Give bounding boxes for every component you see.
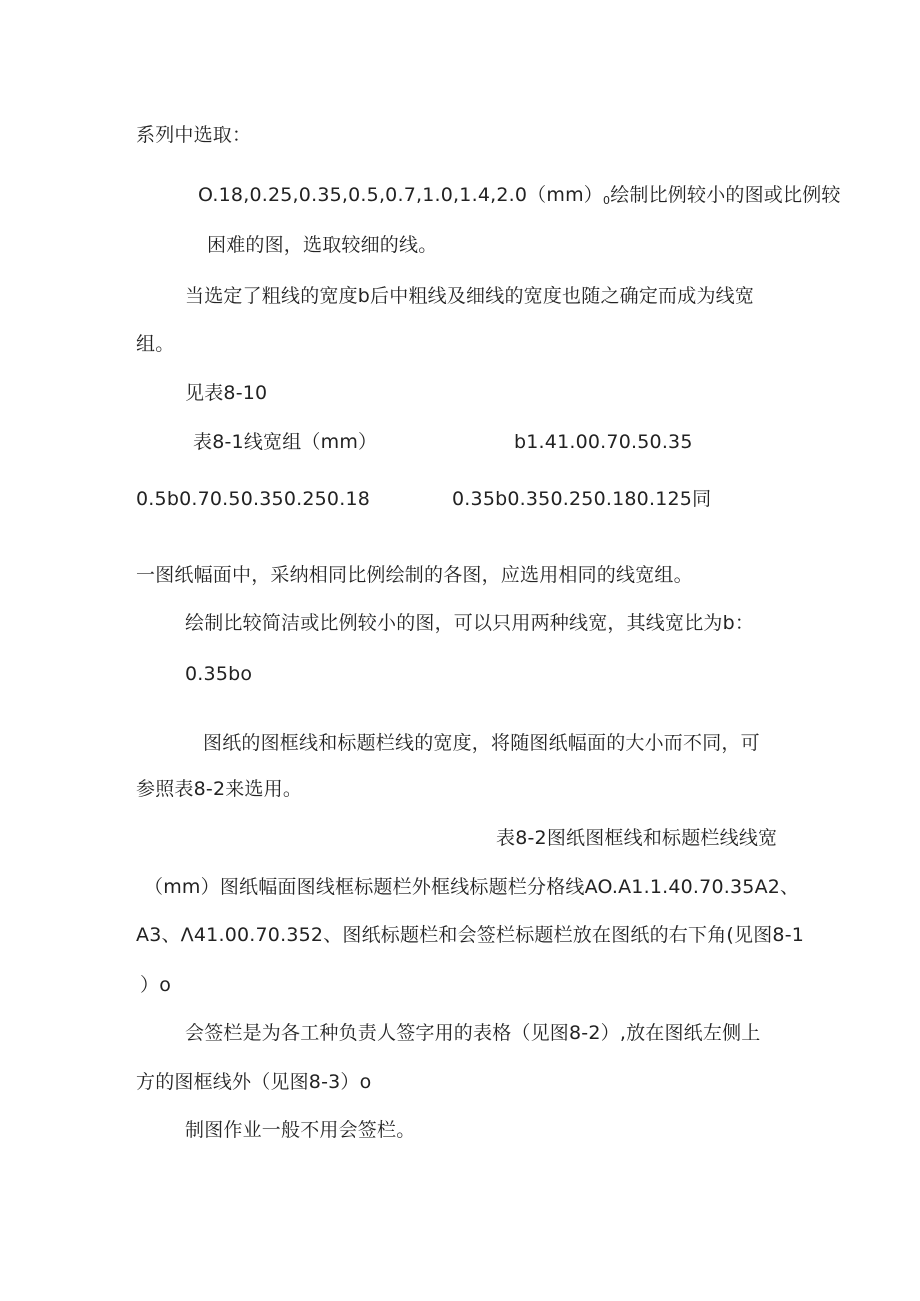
text-line: 制图作业一般不用会签栏。	[185, 1119, 416, 1141]
text-line: 绘制比较简洁或比例较小的图，可以只用两种线宽，其线宽比为b：	[185, 612, 755, 634]
text-line: 方的图框线外（见图8-3）o	[136, 1071, 372, 1093]
text-line: 组。	[136, 333, 175, 355]
table-caption: 表8-1线宽组（mm）	[193, 431, 378, 453]
text-line: 当选定了粗线的宽度b后中粗线及细线的宽度也随之确定而成为线宽	[185, 285, 755, 307]
table-row-text: 0.5b0.70.50.350.250.18	[136, 488, 371, 510]
text-line: 见表8-10	[185, 382, 268, 404]
text-line: A3、Λ41.00.70.352、图纸标题栏和会签栏标题栏放在图纸的右下角(见图8-1	[136, 924, 805, 946]
text-line: 图纸的图框线和标题栏线的宽度，将随图纸幅面的大小而不同，可	[203, 732, 760, 754]
text-line: 参照表8-2来选用。	[136, 778, 303, 800]
line-width-series: O.18,0.25,0.35,0.5,0.7,1.0,1.4,2.0（mm）	[198, 184, 603, 206]
text-line: ）o	[140, 974, 172, 996]
text-fragment: 绘制比例较小的图或比例较	[610, 184, 841, 206]
text-line: 0.35bo	[185, 663, 253, 685]
text-line: 困难的图，选取较细的线。	[207, 234, 438, 256]
table-caption: 表8-2图纸图框线和标题栏线线宽	[496, 827, 778, 849]
text-line: 系列中选取：	[136, 124, 252, 146]
text-line: 一图纸幅面中，采纳相同比例绘制的各图，应选用相同的线宽组。	[136, 564, 693, 586]
text-line: 会签栏是为各工种负责人签字用的表格（见图8-2）,放在图纸左侧上	[185, 1022, 761, 1044]
table-row-text: b1.41.00.70.50.35	[514, 431, 693, 453]
text-line: （mm）图纸幅面图线框标题栏外框线标题栏分格线AO.A1.1.40.70.35A2、	[144, 876, 800, 898]
text-line	[198, 183, 841, 213]
subscript-mark: 0	[603, 194, 611, 207]
table-row-text: 0.35b0.350.250.180.125同	[452, 488, 712, 510]
